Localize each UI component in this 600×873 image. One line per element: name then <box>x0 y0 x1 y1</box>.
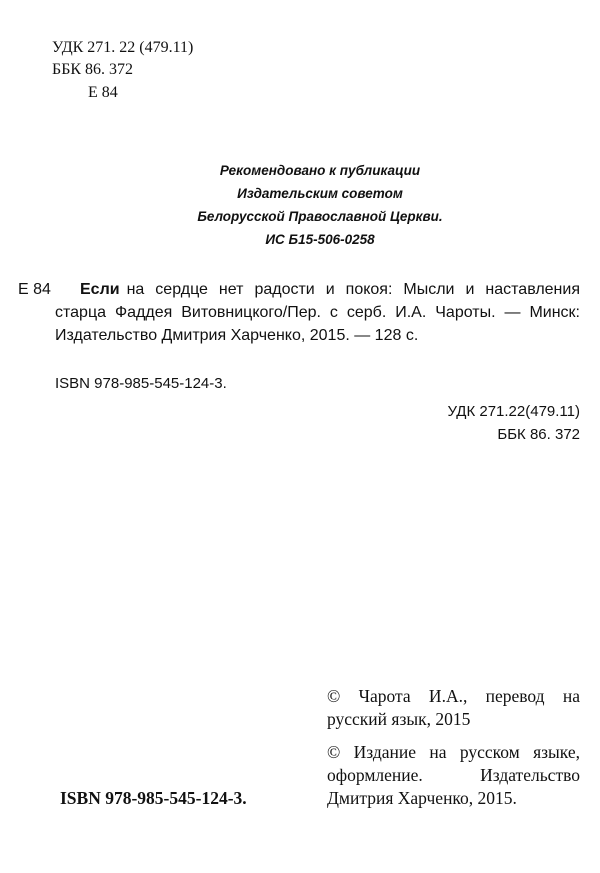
record-bbk: ББК 86. 372 <box>497 426 580 443</box>
isbn-bottom: ISBN 978-985-545-124-3. <box>60 788 247 808</box>
record-line-3: Издательство Дмитрия Харченко, 2015. — 128 с. <box>55 327 419 344</box>
copyright-edition-line: © Издание на русском языке, <box>327 742 580 762</box>
record-author-sign: Е 84 <box>18 281 51 298</box>
recommendation-line: ИС Б15-506-0258 <box>265 232 375 247</box>
record-isbn: ISBN 978-985-545-124-3. <box>55 375 227 392</box>
record-line-1 <box>80 278 580 301</box>
copyright-edition-line: оформление. Издательство <box>327 765 580 785</box>
copyright-translation-line: © Чарота И.А., перевод на <box>327 686 580 706</box>
recommendation-line: Белорусской Православной Церкви. <box>197 209 443 224</box>
recommendation-line: Издательским советом <box>237 186 403 201</box>
record-line-2: старца Фаддея Витовницкого/Пер. с серб. И.А. Чароты. — Минск: <box>55 304 580 321</box>
recommendation-line: Рекомендовано к публикации <box>219 163 421 178</box>
author-sign: Е 84 <box>88 84 118 101</box>
title-rest: на сердце нет радости и покоя: Мысли и наставления <box>126 281 580 298</box>
copyright-edition-line: Дмитрия Харченко, 2015. <box>327 788 517 808</box>
title-word: Если <box>80 281 120 298</box>
record-udk: УДК 271.22(479.11) <box>447 403 580 420</box>
udk-code: УДК 271. 22 (479.11) <box>52 39 194 56</box>
copyright-translation-line: русский язык, 2015 <box>327 709 471 729</box>
bbk-code: ББК 86. 372 <box>52 61 134 78</box>
